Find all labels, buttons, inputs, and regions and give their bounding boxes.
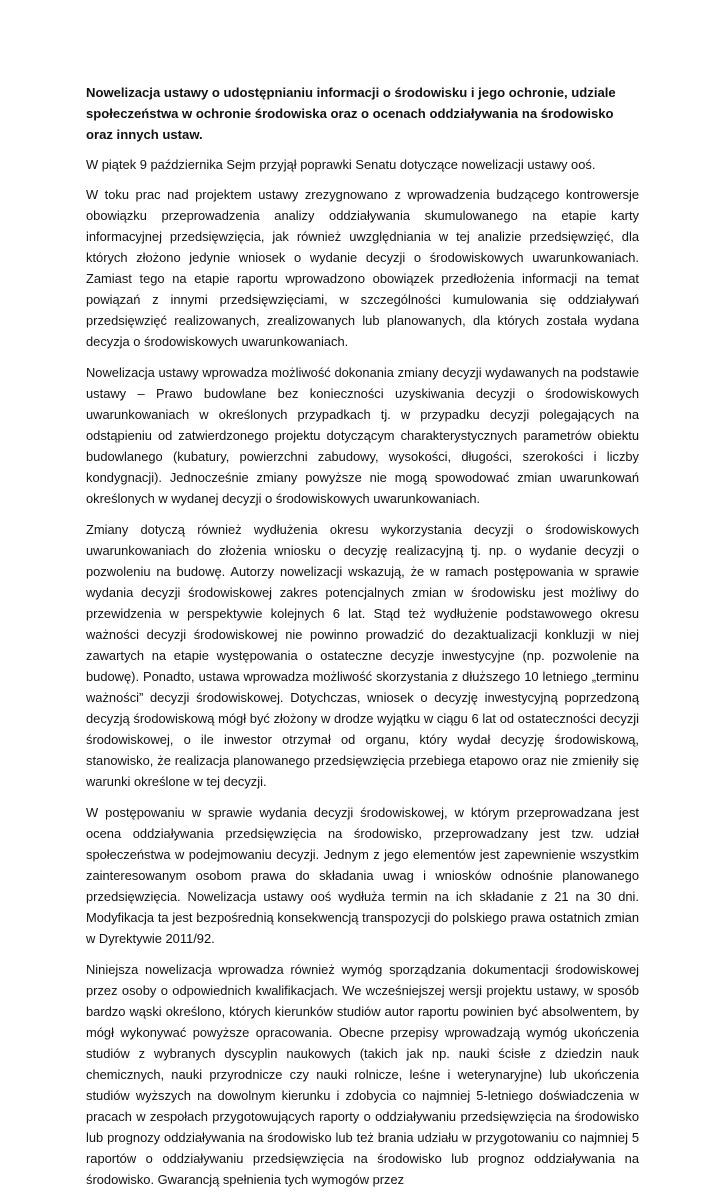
paragraph-6: Niniejsza nowelizacja wprowadza również wymóg sporządzania dokumentacji środowiskowej przez osoby o odpowiednich kwalifikacjach. We wcześniejszej wersji projektu ustawy, w sposób bardzo wąski określono, których kierunków studiów autor raportu powinien być absolwentem, by mógł wykonywać powyższe opracowania. Obecne przepisy wprowadzają wymóg ukończenia studiów z wybranych dyscyplin naukowych (takich jak np. nauki ścisłe z dziedzin nauk chemicznych, nauki przyrodnicze czy nauki rolnicze, leśne i weterynaryjne) lub ukończenia studiów wyższych na dowolnym kierunku i zdobycia co najmniej 5-letniego doświadczenia w pracach w zespołach przygotowujących raporty o oddziaływaniu przedsięwzięcia na środowisko lub prognozy oddziaływania na środowisko lub też brania udziału w przygotowaniu co najmniej 5 raportów o oddziaływaniu przedsięwzięcia na środowisko lub prognoz oddziaływania na środowisko. Gwarancją spełnienia tych wymogów przez [86,962,639,1187]
paragraph-1: W piątek 9 października Sejm przyjął poprawki Senatu dotyczące nowelizacji ustawy ooś. [86,157,596,172]
paragraph-5: W postępowaniu w sprawie wydania decyzji środowiskowej, w którym przeprowadzana jest ocena oddziaływania przedsięwzięcia na środowisko, przeprowadzany jest tzw. udział społeczeństwa w podejmowaniu decyzji. Jednym z jego elementów jest zapewnienie wszystkim zainteresowanym osobom prawa do składania uwag i wniosków odnośnie planowanego przedsięwzięcia. Nowelizacja ustawy ooś wydłuża termin na ich składanie z 21 na 30 dni. Modyfikacja ta jest bezpośrednią konsekwencją transpozycji do polskiego prawa ostatnich zmian w Dyrektywie 2011/92. [86,805,639,946]
paragraph-4: Zmiany dotyczą również wydłużenia okresu wykorzystania decyzji o środowiskowych uwarunkowaniach do złożenia wniosku o decyzję realizacyjną tj. np. o wydanie decyzji o pozwoleniu na budowę. Autorzy nowelizacji wskazują, że w ramach postępowania w sprawie wydania decyzji środowiskowej zakres potencjalnych zmian w środowisku jest możliwy do przewidzenia w perspektywie kolejnych 6 lat. Stąd też wydłużenie podstawowego okresu ważności decyzji środowiskowej nie powinno prowadzić do dezaktualizacji konkluzji w niej zawartych na etapie występowania o ostateczne decyzje inwestycyjne (np. pozwolenie na budowę). Ponadto, ustawa wprowadza możliwość skorzystania z dłuższego 10 letniego „terminu ważności” decyzji środowiskowej. Dotychczas, wniosek o decyzję inwestycyjną poprzedzoną decyzją środowiskową mógł być złożony w drodze wyjątku w ciągu 6 lat od ostateczności decyzji środowiskowej, o ile inwestor otrzymał od organu, który wydał decyzję środowiskową, stanowisko, że realizacja planowanego przedsięwzięcia przebiega etapowo oraz nie zmieniły się warunki określone w tej decyzji. [86,522,639,789]
document-title: Nowelizacja ustawy o udostępnianiu informacji o środowisku i jego ochronie, udziale społeczeństwa w ochronie środowiska oraz o ocenach oddziaływania na środowisko oraz innych ustaw. [86,85,616,142]
paragraph-2: W toku prac nad projektem ustawy zrezygnowano z wprowadzenia budzącego kontrowersje obowiązku przeprowadzenia analizy oddziaływania skumulowanego na etapie karty informacyjnej przedsięwzięcia, jak również uwzględniania w tej analizie przedsięwzięć, dla których złożono jedynie wniosek o wydanie decyzji o środowiskowych uwarunkowaniach. Zamiast tego na etapie raportu wprowadzono obowiązek przedłożenia informacji na temat powiązań z innymi przedsięwzięciami, w szczególności kumulowania się oddziaływań przedsięwzięć realizowanych, zrealizowanych lub planowanych, dla których została wydana decyzja o środowiskowych uwarunkowaniach. [86,187,639,349]
paragraph-3: Nowelizacja ustawy wprowadza możliwość dokonania zmiany decyzji wydawanych na podstawie ustawy – Prawo budowlane bez konieczności uzyskiwania decyzji o środowiskowych uwarunkowaniach w określonych przypadkach tj. w przypadku decyzji polegających na odstąpieniu od zatwierdzonego projektu dotyczącym charakterystycznych parametrów obiektu budowlanego (kubatury, powierzchni zabudowy, wysokości, długości, szerokości i liczby kondygnacji). Jednocześnie zmiany powyższe nie mogą spowodować zmian uwarunkowań określonych w wydanej decyzji o środowiskowych uwarunkowaniach. [86,365,639,506]
document-body [86,82,639,1200]
